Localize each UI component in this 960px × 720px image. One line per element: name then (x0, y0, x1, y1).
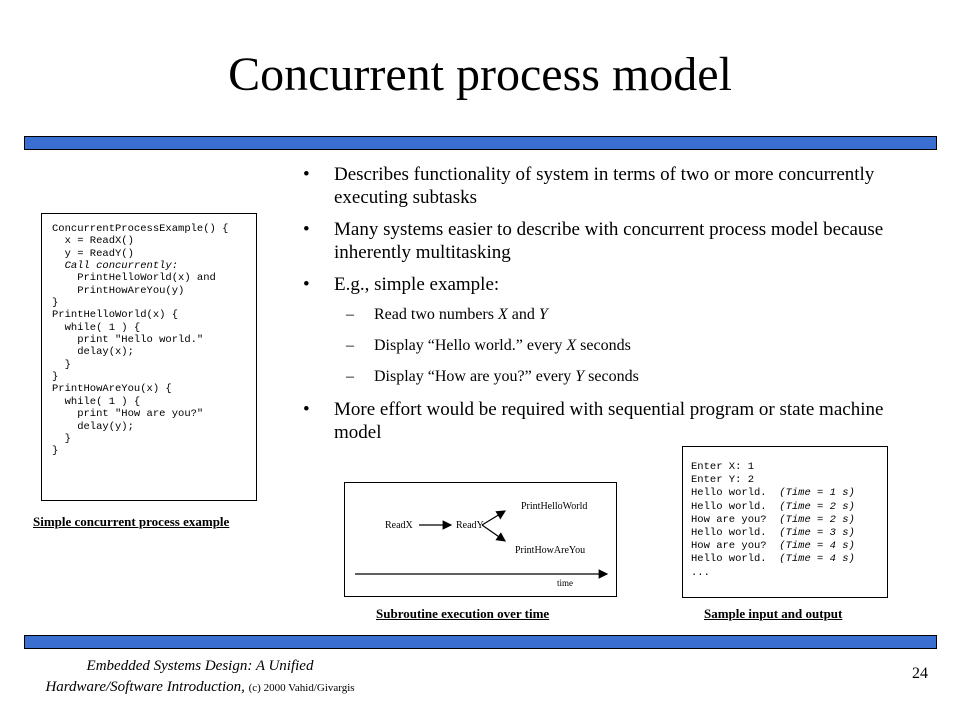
subroutine-diagram (345, 483, 616, 596)
code-example-caption: Simple concurrent process example (33, 514, 230, 529)
io-listing: Enter X: 1 Enter Y: 2 Hello world. (Time = 1 s) Hello world. (Time = 2 s) How are you? (Time = 2 s) Hello world. (Time = 3 s) How are you? (Time = 4 s) Hello world. (Time = 4 s) ... (691, 461, 855, 579)
bullet-item: • Describes functionality of system in terms of two or more concurrently executing subtasks (296, 163, 896, 209)
bullet-item: • Many systems easier to describe with concurrent process model because inherently multitasking (296, 218, 896, 264)
printhelloworld-label: PrintHelloWorld (521, 501, 588, 512)
ready-label: ReadY (456, 520, 484, 531)
code-listing: ConcurrentProcessExample() { x = ReadX() y = ReadY() Call concurrently: PrintHelloWorld(x) and PrintHowAreYou(y) } PrintHelloWorld(x) { while( 1 ) { print "Hello world." delay(x); } } PrintHowAreYou(x) { while( 1 ) { print "How are you?" delay(y); } } (52, 223, 229, 458)
sub-bullet-item: – Display “Hello world.” every X seconds (296, 336, 896, 356)
sub-bullet-item: – Read two numbers X and Y (296, 305, 896, 325)
bottom-rule (24, 635, 937, 649)
subroutine-diagram-box (344, 482, 617, 597)
bullet-list (296, 163, 896, 453)
ready-to-printhow-arrow (482, 525, 505, 541)
sample-io-box (682, 446, 888, 598)
bullet-item: • E.g., simple example: (296, 273, 896, 296)
top-rule (24, 136, 937, 150)
footer-line1: Embedded Systems Design: A Unified (86, 658, 314, 674)
printhowareyou-label: PrintHowAreYou (515, 545, 586, 556)
diagram-caption: Subroutine execution over time (376, 606, 550, 621)
footer-copyright: (c) 2000 Vahid/Givargis (248, 682, 355, 694)
slide-title: Concurrent process model (228, 48, 732, 101)
page-number: 24 (912, 665, 928, 682)
footer-line2: Hardware/Software Introduction, (c) 2000 Vahid/Givargis (45, 679, 355, 695)
bullet-item: • More effort would be required with sequential program or state machine model (296, 398, 896, 444)
sample-io-caption: Sample input and output (704, 606, 843, 621)
ready-to-printhello-arrow (482, 511, 505, 525)
sub-bullet-item: – Display “How are you?” every Y seconds (296, 367, 896, 387)
footer-citation (0, 656, 400, 699)
code-example-box (41, 213, 257, 501)
readx-label: ReadX (385, 520, 413, 531)
time-label: time (557, 578, 573, 588)
